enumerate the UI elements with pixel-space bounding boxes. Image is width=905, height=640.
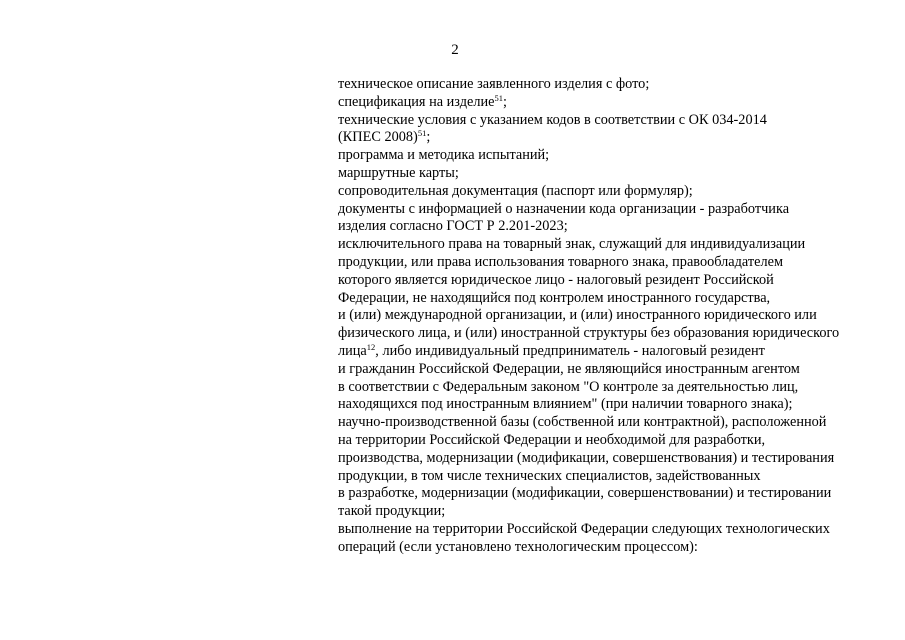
- text-line: выполнение на территории Российской Федерации следующих технологических: [338, 520, 830, 537]
- text-line: технические условия с указанием кодов в соответствии с ОК 034-2014: [338, 111, 767, 128]
- text-line: научно-производственной базы (собственной или контрактной), расположенной: [338, 414, 827, 431]
- text-line: программа и методика испытаний;: [338, 147, 550, 164]
- text-line: сопроводительная документация (паспорт или формуляр);: [338, 182, 693, 199]
- text-line: исключительного права на товарный знак, служащий для индивидуализации: [338, 236, 806, 253]
- text-line: лица$^{12}$, либо индивидуальный предприниматель - налоговый резидент: [338, 341, 765, 359]
- text-line: производства, модернизации (модификации, совершенствования) и тестирования: [338, 449, 835, 466]
- text-line: техническое описание заявленного изделия с фото;: [338, 76, 650, 92]
- text-line: в разработке, модернизации (модификации, совершенствовании) и тестировании: [338, 485, 832, 502]
- text-line: в соответствии с Федеральным законом "О контроле за деятельностью лиц,: [338, 378, 799, 395]
- text-line: на территории Российской Федерации и необходимой для разработки,: [338, 431, 766, 448]
- text-line: спецификация на изделие$^{51}$;: [338, 92, 507, 110]
- text-line: продукции, или права использования товарного знака, правообладателем: [338, 253, 784, 270]
- page-number: 2: [451, 42, 459, 58]
- text-line: которого является юридическое лицо - налоговый резидент Российской: [338, 271, 774, 288]
- text-line: и (или) международной организации, и (или) иностранного юридического или: [338, 307, 817, 324]
- text-line: такой продукции;: [338, 503, 446, 520]
- text-line: документы с информацией о назначении кода организации - разработчика: [338, 200, 790, 217]
- text-line: операций (если установлено технологическим процессом):: [338, 538, 698, 555]
- document-body: [338, 76, 883, 557]
- footnote-marker[interactable]: 51: [494, 92, 503, 103]
- text-line: (КПЕС 2008)$^{51}$;: [338, 128, 431, 146]
- text-line: и гражданин Российской Федерации, не являющийся иностранным агентом: [338, 360, 800, 377]
- text-line: находящихся под иностранным влиянием" (при наличии товарного знака);: [338, 396, 793, 413]
- footnote-marker[interactable]: 12: [366, 341, 376, 352]
- text-line: продукции, в том числе технических специалистов, задействованных: [338, 467, 761, 484]
- text-line: изделия согласно ГОСТ Р 2.201-2023;: [338, 218, 568, 235]
- text-line: Федерации, не находящийся под контролем иностранного государства,: [338, 289, 771, 306]
- text-line: маршрутные карты;: [338, 164, 459, 181]
- footnote-marker[interactable]: 51: [417, 128, 427, 139]
- text-line: физического лица, и (или) иностранной структуры без образования юридического: [338, 325, 840, 342]
